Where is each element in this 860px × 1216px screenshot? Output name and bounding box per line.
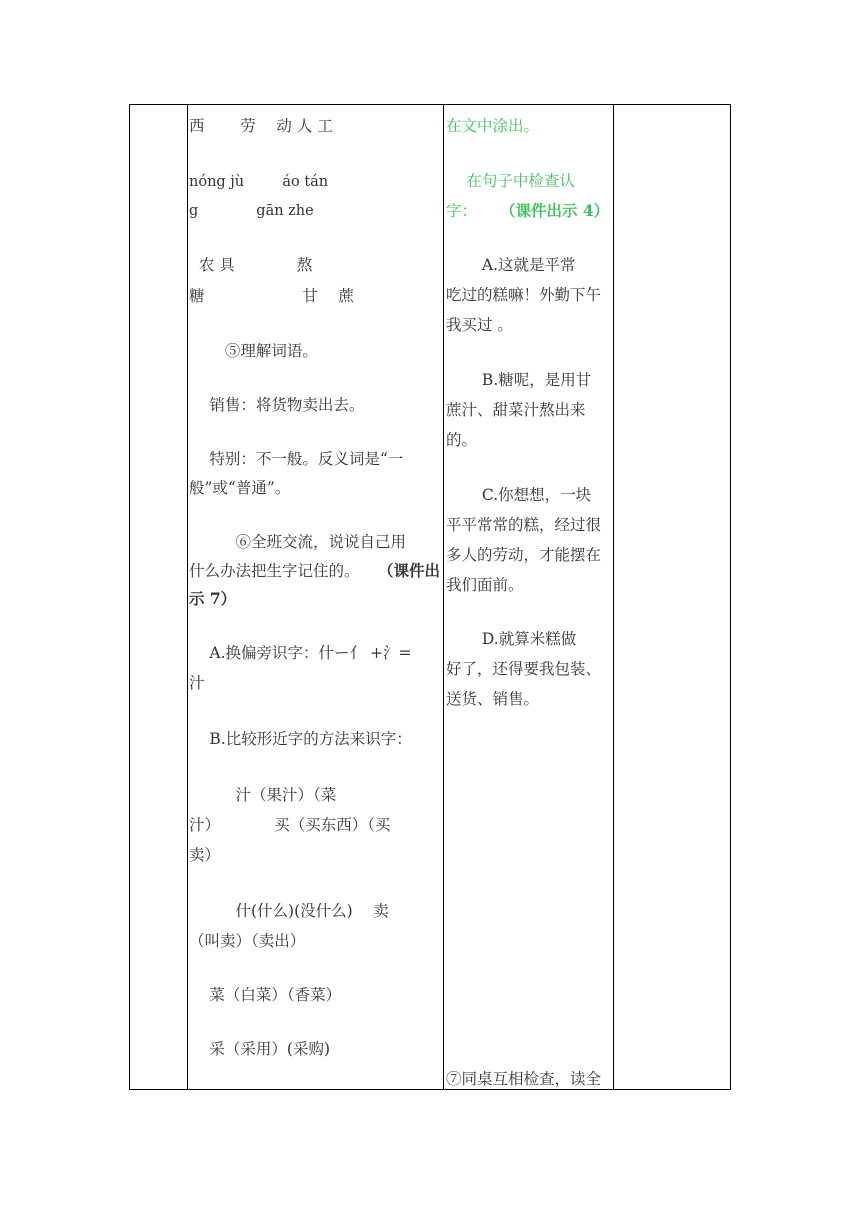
column-1-cell <box>130 105 187 1089</box>
text-line: 卖） <box>189 846 221 864</box>
text-line: （叫卖）（卖出） <box>189 932 306 950</box>
text-line: 菜（白菜）（香菜） <box>189 986 342 1004</box>
column-divider-1 <box>187 105 188 1089</box>
text-line: 农 具 熬 <box>189 256 313 274</box>
text-line: 西 劳 动 人 工 <box>189 117 333 135</box>
text-line: 蔗汁、甜菜汁熬出来 <box>446 401 586 419</box>
courseware-note: （课件出示 4） <box>500 201 610 220</box>
text-line: 汁） 买（买东西）（买 <box>189 816 391 834</box>
student-activity-cell <box>446 105 613 1089</box>
text-line: 平平常常的糕，经过很 <box>446 516 602 534</box>
text-line: 糖 甘 蔗 <box>189 287 354 305</box>
text-line: 汁（果汁）（菜 <box>189 786 337 804</box>
text-line: 的。 <box>446 431 478 449</box>
text-line: D.就算米糕做 <box>446 630 577 648</box>
pinyin-line: g gān zhe <box>189 203 314 219</box>
text-line: 在句子中检查认 <box>446 172 575 190</box>
text-line: B.比较形近字的方法来识字： <box>189 730 412 748</box>
courseware-note: 示 7） <box>189 589 237 608</box>
text-line: 销售：将货物卖出去。 <box>189 396 365 414</box>
text-line: 好了，还得要我包装、 <box>446 660 602 678</box>
column-4-cell <box>615 105 730 1089</box>
text-line: ⑥全班交流，说说自己用 <box>189 533 407 551</box>
pinyin-line: nóng jù áo tán <box>189 174 329 190</box>
column-divider-3 <box>613 105 614 1089</box>
text-line: 特别：不一般。反义词是“一 <box>189 450 404 468</box>
text-line: 多人的劳动，才能摆在 <box>446 546 602 564</box>
text-line: 送货、销售。 <box>446 690 540 708</box>
teaching-process-cell <box>189 105 443 1089</box>
text-line: 般”或“普通”。 <box>189 479 291 497</box>
courseware-note: （课件出 <box>378 561 441 580</box>
text-line: 什么办法把生字记住的。 <box>189 562 360 580</box>
text-line: 采（采用）(采购) <box>189 1040 331 1058</box>
text-line: ⑤理解词语。 <box>189 342 318 360</box>
text-line: 我买过 。 <box>446 316 513 334</box>
text-line: 在文中涂出。 <box>446 117 540 135</box>
text-line: 汁 <box>189 674 205 692</box>
text-line: C.你想想，一块 <box>446 486 592 504</box>
text-line: A.这就是平常 <box>446 256 576 274</box>
text-line: 吃过的糕嘛！外勤下午 <box>446 286 602 304</box>
text-line: 字： <box>446 202 485 220</box>
column-divider-2 <box>443 105 444 1089</box>
lesson-table <box>129 104 731 1090</box>
text-line: B.糖呢，是用甘 <box>446 371 592 389</box>
text-line: ⑦同桌互相检查，读全 <box>446 1070 602 1088</box>
text-line: A.换偏旁识字：什ー亻 +氵= <box>189 644 412 662</box>
text-line: 我们面前。 <box>446 576 524 594</box>
text-line: 什(什么)(没什么) 卖 <box>189 902 389 920</box>
